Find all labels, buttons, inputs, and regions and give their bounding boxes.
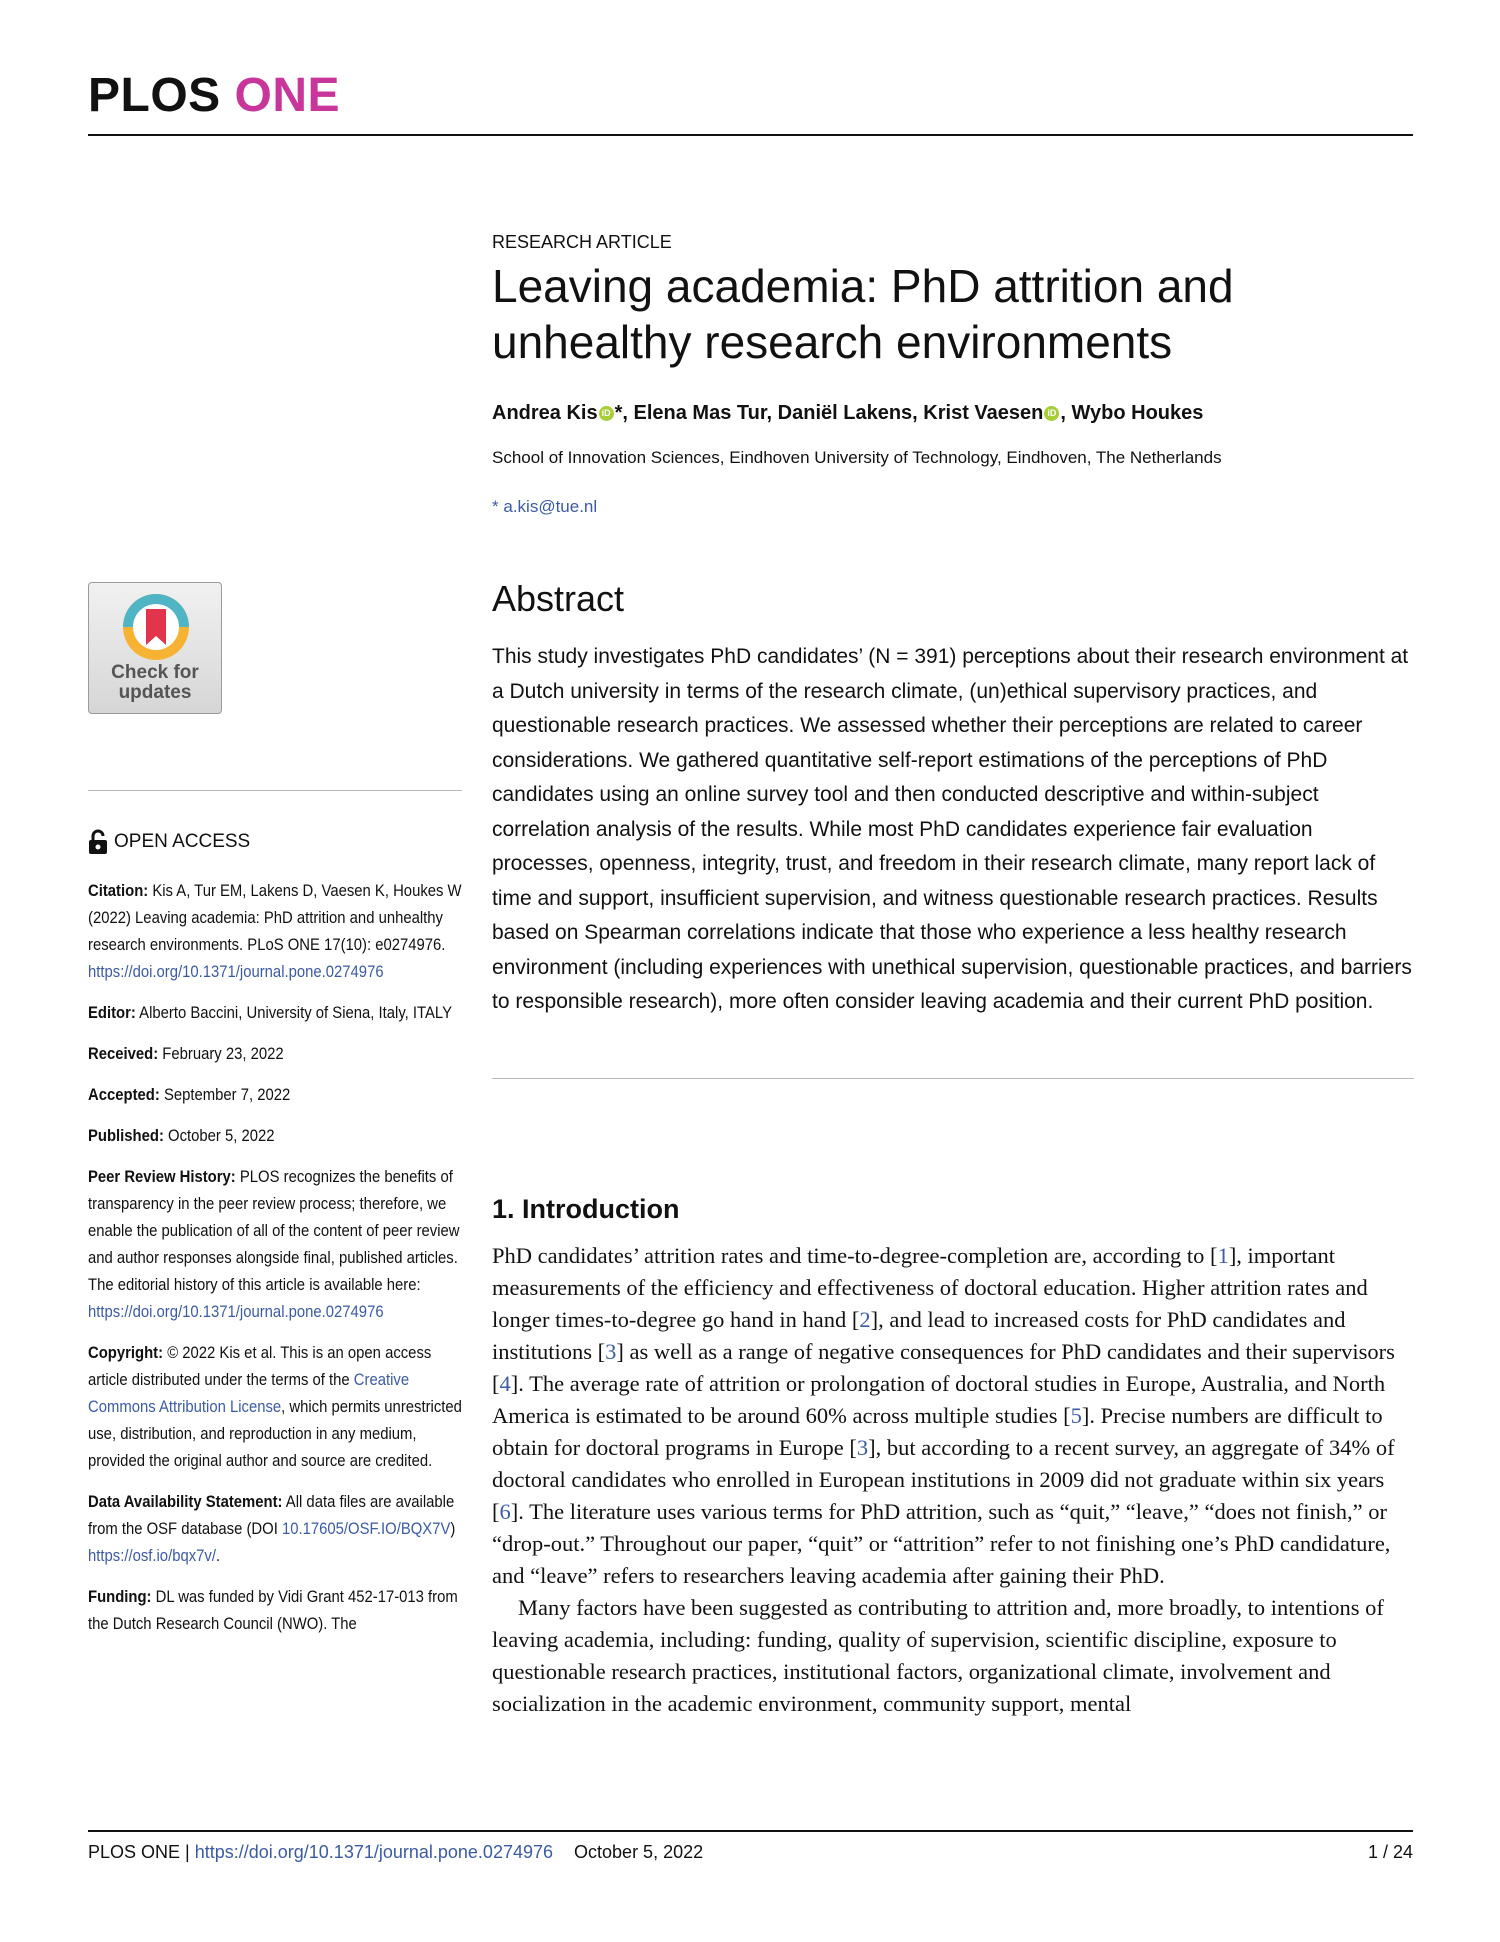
contact-mark: * [492, 497, 499, 516]
osf-doi-link[interactable]: 10.17605/OSF.IO/BQX7V [281, 1520, 451, 1538]
accepted-date [88, 1082, 466, 1109]
author-list [492, 402, 1203, 425]
introduction-text-segment: ], important measurements of the efficiency and effectiveness of doctoral education. Higher attrition rates and longer times-to-degree go hand in hand [ [492, 1243, 1368, 1332]
data-availability-text-3: . [215, 1547, 221, 1565]
funding [88, 1584, 466, 1638]
footer-divider [88, 1830, 1413, 1832]
abstract-divider [492, 1078, 1414, 1079]
copyright-text-1: © 2022 Kis et al. This is an open access article distributed under the terms of the [88, 1344, 432, 1389]
funding-label: Funding: [88, 1588, 152, 1606]
osf-url-link[interactable]: https://osf.io/bqx7v/ [88, 1547, 216, 1565]
footer-journal: PLOS ONE | [88, 1842, 195, 1862]
article-title [492, 258, 1392, 370]
editor [88, 1000, 466, 1027]
peer-review-text: PLOS recognizes the benefits of transparency in the peer review process; therefore, we enable the publication of all of the content of peer review and author responses alongside final, published articles. The editorial history of this article is available here: [88, 1168, 460, 1294]
author-separator: , [766, 402, 778, 424]
copyright-label: Copyright: [88, 1344, 164, 1362]
open-access-badge [88, 829, 250, 855]
peer-review-label: Peer Review History: [88, 1168, 236, 1186]
received-label: Received: [88, 1045, 159, 1063]
reference-link[interactable]: 3 [856, 1435, 869, 1460]
author-name: Daniël Lakens [777, 402, 913, 424]
page-number: 1 / 24 [1367, 1842, 1413, 1862]
introduction-text-segment: ]. The literature uses various terms for PhD attrition, such as “quit,” “leave,” “does not finish,” or “drop-out.” Throughout our paper, “quit” or “attrition” refer to not finishing one’s PhD candidature, and “leave” refers to researchers leaving academia after gaining their PhD. [492, 1499, 1391, 1588]
author-separator: , [912, 402, 924, 424]
introduction-text-segment: PhD candidates’ attrition rates and time-to-degree-completion are, according to [ [492, 1243, 1218, 1268]
contact-email-link[interactable]: a.kis@tue.nl [503, 497, 598, 516]
peer-review-link[interactable]: https://doi.org/10.1371/journal.pone.0274976 [88, 1303, 384, 1321]
funding-text: DL was funded by Vidi Grant 452-17-013 from the Dutch Research Council (NWO). The [88, 1588, 458, 1633]
orcid-icon[interactable]: iD [599, 406, 614, 421]
check-updates-line-1: Check for [111, 662, 199, 683]
published-date [88, 1123, 466, 1150]
author-name: Wybo Houkes [1071, 402, 1204, 424]
logo-plos: PLOS [88, 69, 221, 122]
page-footer [88, 1842, 1413, 1863]
abstract-text: This study investigates PhD candidates’ (N = 391) perceptions about their research environment at a Dutch university in terms of the research climate, (un)ethical supervisory practices, and questionable research practices. We assessed whether their perceptions are related to career considerations. We gathered quantitative self-report estimations of the perceptions of PhD candidates using an online survey tool and then conducted descriptive and within-subject correlation analysis of the results. While most PhD candidates experience fair evaluation processes, openness, integrity, trust, and freedom in their research climate, many report lack of time and support, insufficient supervision, and witness questionable research practices. Results based on Spearman correlations indicate that those who experience a less healthy research environment (including experiences with unethical supervision, questionable practices, and barriers to responsible research), more often consider leaving academia and their current PhD position. [492, 645, 1412, 1013]
author-separator: , [622, 402, 634, 424]
sidebar-divider [88, 790, 462, 791]
introduction-paragraph-1 [492, 1240, 1414, 1592]
published-text: October 5, 2022 [168, 1127, 275, 1145]
published-label: Published: [88, 1127, 164, 1145]
author-name: Elena Mas Tur [633, 402, 767, 424]
peer-review-history [88, 1164, 466, 1326]
accepted-label: Accepted: [88, 1086, 160, 1104]
header-divider [88, 134, 1413, 136]
author-name: Andrea Kis [492, 402, 598, 424]
check-updates-line-2: updates [118, 682, 192, 703]
title-line-2: unhealthy research environments [492, 316, 1173, 368]
title-line-1: Leaving academia: PhD attrition and [492, 260, 1234, 312]
introduction-text-segment: ]. The average rate of attrition or prolongation of doctoral studies in Europe, Australia, and North America is estimated to be around 60% across multiple studies [ [492, 1371, 1386, 1428]
reference-link[interactable]: 2 [859, 1307, 871, 1332]
received-text: February 23, 2022 [162, 1045, 284, 1063]
journal-logo [88, 69, 341, 122]
footer-date: October 5, 2022 [574, 1842, 704, 1862]
data-availability-text-2: ) [450, 1520, 456, 1538]
check-updates-label [89, 663, 221, 703]
copyright-text-2: , which permits unrestricted use, distribution, and reproduction in any medium, provided the original author and source are credited. [88, 1398, 462, 1470]
introduction-text-segment: ], but according to a recent survey, an aggregate of 34% of doctoral candidates who enrolled in European institutions in 2009 did not graduate within six years [ [492, 1435, 1395, 1524]
affiliation: School of Innovation Sciences, Eindhoven University of Technology, Eindhoven, The Netherlands [492, 448, 1222, 467]
reference-link[interactable]: 1 [1217, 1243, 1229, 1268]
copyright [88, 1340, 466, 1475]
introduction-heading: 1. Introduction [492, 1194, 680, 1224]
editor-label: Editor: [88, 1004, 136, 1022]
citation-label: Citation: [88, 882, 149, 900]
introduction-body [492, 1240, 1414, 1720]
introduction-text-segment: ]. Precise numbers are difficult to obtain for doctoral programs in Europe [ [492, 1403, 1383, 1460]
orcid-icon[interactable]: iD [1044, 406, 1059, 421]
data-availability [88, 1489, 466, 1570]
check-for-updates-button[interactable] [88, 582, 222, 714]
introduction-text-segment: ] as well as a range of negative consequences for PhD candidates and their supervisors [ [492, 1339, 1395, 1396]
article-type: RESEARCH ARTICLE [492, 232, 672, 252]
open-access-label: OPEN ACCESS [114, 831, 251, 852]
author-name: Krist Vaesen [923, 402, 1044, 424]
accepted-text: September 7, 2022 [163, 1086, 291, 1104]
reference-link[interactable]: 5 [1070, 1403, 1082, 1428]
corresponding-author-mark: * [614, 402, 623, 424]
citation [88, 878, 466, 986]
reference-link[interactable]: 6 [499, 1499, 511, 1524]
data-availability-label: Data Availability Statement: [88, 1493, 283, 1511]
author-separator: , [1060, 402, 1072, 424]
reference-link[interactable]: 3 [605, 1339, 617, 1364]
footer-doi-link[interactable]: https://doi.org/10.1371/journal.pone.0274976 [194, 1842, 554, 1862]
data-availability-text-1: All data files are available from the OSF database (DOI [88, 1493, 455, 1538]
article-metadata [88, 878, 462, 1652]
citation-doi-link[interactable]: https://doi.org/10.1371/journal.pone.0274976 [88, 963, 384, 981]
check-updates-icon [120, 591, 192, 663]
abstract-heading: Abstract [492, 578, 625, 619]
received-date [88, 1041, 466, 1068]
introduction-text-segment: ], and lead to increased costs for PhD candidates and institutions [ [492, 1307, 1346, 1364]
license-link[interactable]: Creative Commons Attribution License [88, 1371, 410, 1416]
corresponding-contact [492, 497, 597, 517]
logo-one: ONE [234, 69, 341, 122]
open-lock-icon [88, 829, 108, 855]
editor-text: Alberto Baccini, University of Siena, Italy, ITALY [139, 1004, 452, 1022]
reference-link[interactable]: 4 [499, 1371, 511, 1396]
introduction-paragraph-2: Many factors have been suggested as contributing to attrition and, more broadly, to intentions of leaving academia, including: funding, quality of supervision, scientific discipline, exposure to questionable research practices, institutional factors, organizational climate, involvement and socialization in the academic environment, community support, mental [492, 1595, 1384, 1716]
citation-text: Kis A, Tur EM, Lakens D, Vaesen K, Houkes W (2022) Leaving academia: PhD attrition and unhealthy research environments. PLoS ONE 17(10): e0274976. [88, 882, 462, 954]
